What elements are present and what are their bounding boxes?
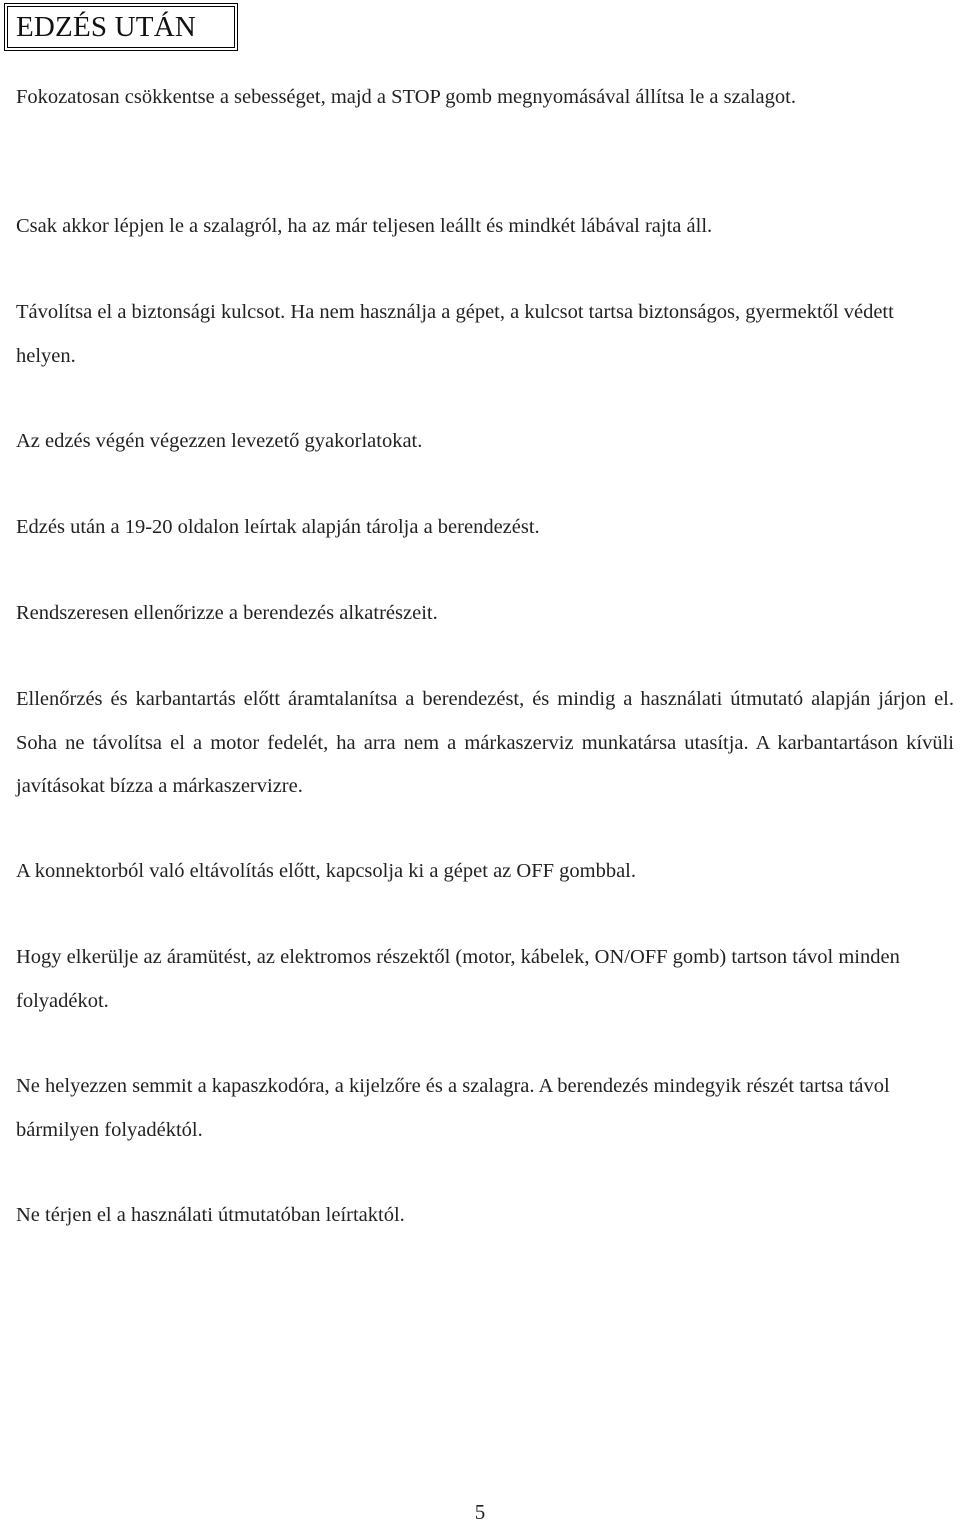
section-title: EDZÉS UTÁN — [16, 10, 197, 43]
paragraph-check-parts: Rendszeresen ellenőrizze a berendezés alkatrészeit. — [16, 602, 438, 624]
page-number: 5 — [474, 1500, 486, 1524]
section-title-box — [4, 3, 238, 51]
section-title-inner-border — [7, 6, 235, 48]
paragraph-safety-key: Távolítsa el a biztonsági kulcsot. Ha nem használja a gépet, a kulcsot tartsa biztonságos, gyermektől védett helyen. — [16, 301, 894, 367]
paragraph-electric-shock: Hogy elkerülje az áramütést, az elektromos részektől (motor, kábelek, ON/OFF gomb) tartson távol minden folyadékot. — [16, 946, 900, 1012]
paragraph-step-off: Csak akkor lépjen le a szalagról, ha az már teljesen leállt és mindkét lábával rajta áll. — [16, 215, 713, 237]
paragraph-unplug: A konnektorból való eltávolítás előtt, kapcsolja ki a gépet az OFF gombbal. — [16, 860, 636, 882]
paragraph-stop-belt: Fokozatosan csökkentse a sebességet, majd a STOP gomb megnyomásával állítsa le a szalagot. — [16, 86, 796, 108]
paragraph-follow-manual: Ne térjen el a használati útmutatóban leírtaktól. — [16, 1204, 405, 1226]
paragraph-storage: Edzés után a 19-20 oldalon leírtak alapján tárolja a berendezést. — [16, 516, 540, 538]
paragraph-handrail: Ne helyezzen semmit a kapaszkodóra, a kijelzőre és a szalagra. A berendezés mindegyik részét tartsa távol bármilyen folyadéktól. — [16, 1075, 890, 1141]
paragraph-maintenance: Ellenőrzés és karbantartás előtt áramtalanítsa a berendezést, és mindig a használati útmutató alapján járjon el. Soha ne távolítsa el a motor fedelét, ha arra nem a márkaszerviz munkatársa utasítja. A karbantartáson kívüli javításokat bízza a márkaszervizre. — [16, 688, 954, 797]
paragraph-cool-down: Az edzés végén végezzen levezető gyakorlatokat. — [16, 430, 423, 452]
